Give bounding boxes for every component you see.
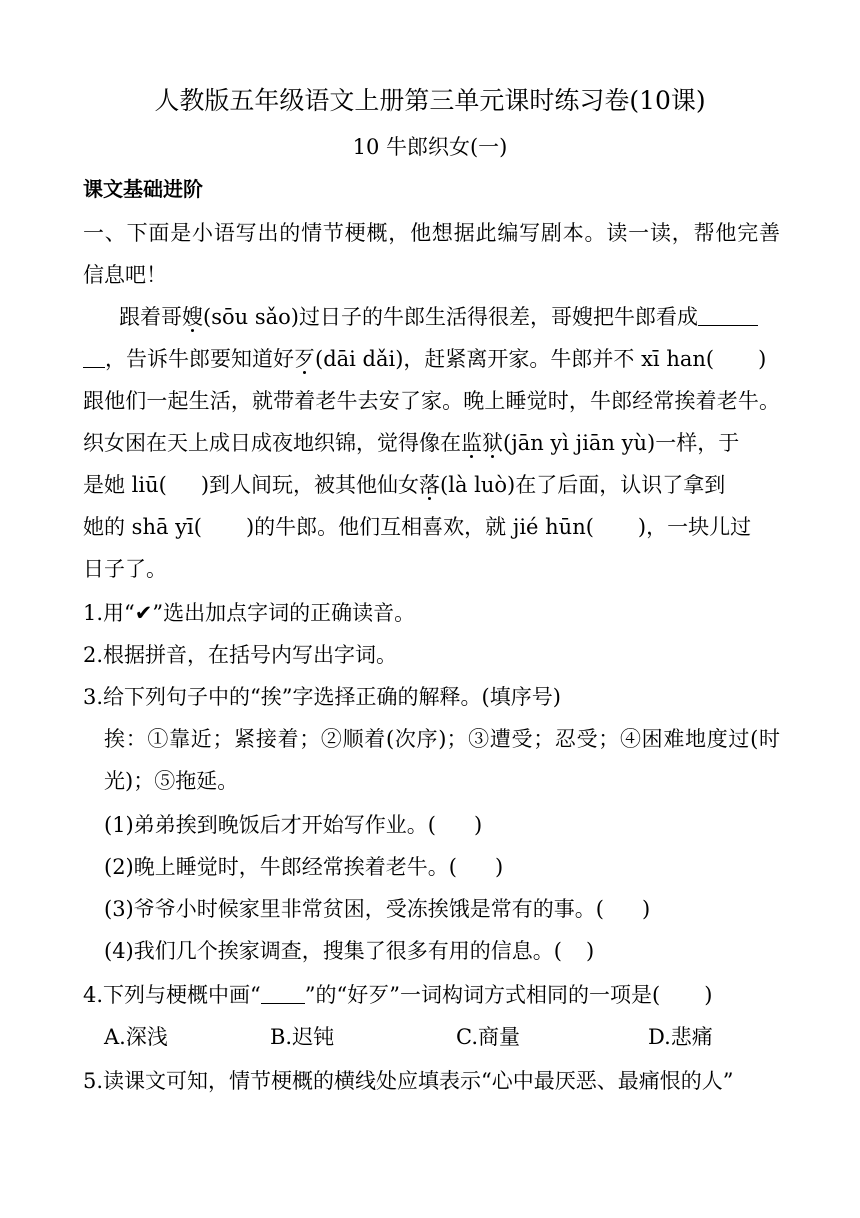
question-1-intro-end: 信息吧！ [83, 263, 167, 287]
dotted-char: 嫂 [182, 305, 203, 329]
question-1-intro: 一、下面是小语写出的情节梗概，他想据此编写剧本。读一读，帮他完善 [83, 221, 780, 245]
task-3-sentence-4: (4)我们几个挨家调查，搜集了很多有用的信息。( ) [104, 939, 595, 963]
task-3-sentence-1: (1)弟弟挨到晚饭后才开始写作业。( ) [104, 813, 483, 837]
task-2: 2.根据拼音，在括号内写出字词。 [83, 643, 398, 667]
dotted-char: 落 [419, 473, 441, 497]
task-5: 5.读课文可知，情节梗概的横线处应填表示“心中最厌恶、最痛恨的人” [83, 1069, 734, 1093]
check-mark-icon: ✔ [134, 601, 153, 625]
task-3-sentence-3: (3)爷爷小时候家里非常贫困，受冻挨饿是常有的事。( ) [104, 897, 651, 921]
page-title: 人教版五年级语文上册第三单元课时练习卷(10课) [154, 86, 706, 115]
passage-line-3: 跟他们一起生活，就带着老牛去安了家。晚上睡觉时，牛郎经常挨着老牛。 [83, 389, 780, 413]
option-a[interactable]: A.深浅 [104, 1025, 168, 1049]
option-b[interactable]: B.迟钝 [270, 1025, 335, 1049]
task-4-options [104, 1016, 780, 1058]
option-d[interactable]: D.悲痛 [648, 1025, 713, 1049]
task-4: 4.下列与梗概中画“ ”的“好歹”一词构词方式相同的一项是( ) [83, 983, 713, 1007]
passage-line-7: 日子了。 [83, 557, 167, 581]
underline-sample [261, 981, 305, 1004]
passage-line-2: ，告诉牛郎要知道好歹(dāi dǎi)，赶紧离开家。牛郎并不 xī han( ) [83, 338, 780, 380]
task-1: 1.用“✔”选出加点字词的正确读音。 [83, 601, 416, 625]
fill-blank[interactable] [83, 343, 105, 368]
lesson-subtitle: 10 牛郎织女(一) [352, 135, 508, 159]
task-3-definitions-end: 光)；⑤拖延。 [104, 769, 239, 793]
task-3-sentence-2: (2)晚上睡觉时，牛郎经常挨着老牛。( ) [104, 855, 504, 879]
dotted-char: 歹 [294, 347, 315, 371]
dotted-char: 狱 [482, 431, 503, 455]
passage-line-1: 跟着哥嫂(sōu sǎo)过日子的牛郎生活得很差，哥嫂把牛郎看成 [119, 296, 780, 338]
task-3: 3.给下列句子中的“挨”字选择正确的解释。(填序号) [83, 685, 561, 709]
fill-blank[interactable] [698, 301, 758, 326]
option-c[interactable]: C.商量 [456, 1025, 520, 1049]
dotted-char: 监 [461, 431, 482, 455]
passage-line-4: 织女困在天上成日成夜地织锦，觉得像在监狱(jān yì jiān yù)一样，于 [83, 431, 740, 455]
passage-line-6: 她的 shā yī( )的牛郎。他们互相喜欢，就 jié hūn( )，一块儿过 [83, 515, 752, 539]
section-heading: 课文基础进阶 [83, 177, 203, 201]
passage-line-5: 是她 liū( )到人间玩，被其他仙女落(là luò)在了后面，认识了拿到 [83, 473, 726, 497]
task-3-definitions: 挨：①靠近；紧接着；②顺着(次序)；③遭受；忍受；④困难地度过(时 [104, 727, 780, 751]
